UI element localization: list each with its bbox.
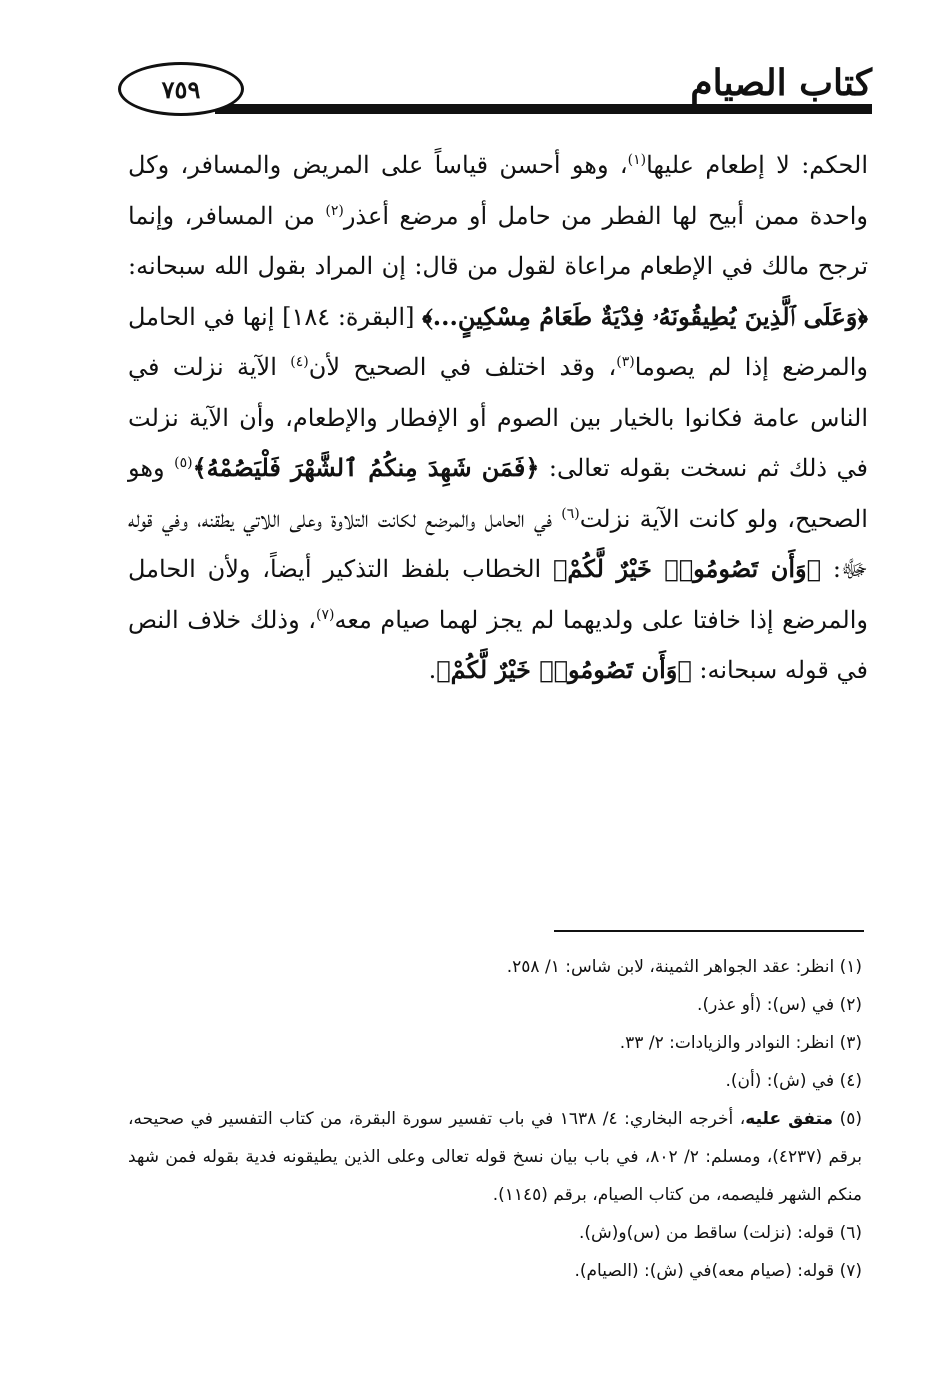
footnote-5 [128, 1100, 862, 1214]
footnote-marker: (٦) [561, 505, 580, 522]
footnote-7: (٧) قوله: (صيام معه)في (ش): (الصيام). [574, 1261, 862, 1281]
running-title: كتاب الصيام [690, 62, 872, 104]
quran-quote: ﴿وَأَن تَصُومُوا۟ خَيْرٌ لَّكُمْ﴾ [436, 655, 692, 684]
footnote-1: (١) انظر: عقد الجواهر الثمينة، لابن شاس: ١/ ٢٥٨. [506, 957, 862, 977]
footnote-marker: (٢) [325, 202, 344, 219]
footnote-emphasis: متفق عليه [745, 1109, 834, 1129]
footnote-marker: (٥) [174, 455, 193, 471]
quran-quote: ﴿وَأَن تَصُومُوا۟ خَيْرٌ لَّكُمْ﴾ [553, 554, 822, 583]
footnote-text: ، أخرجه البخاري: ٤/ ١٦٣٨ في باب تفسير سورة البقرة، من كتاب التفسير في صحيحه، برقم (٤٢٣٧)، ومسلم: ٢/ ٨٠٢، في باب بيان نسخ قوله تعالى وعلى الذين يطيقونه فدية بقوله فمن شهد منكم الشهر فليصمه، من كتاب الصيام، برقم (١١٤٥). [128, 1109, 862, 1205]
footnote-6: (٦) قوله: (نزلت) ساقط من (س)و(ش). [579, 1223, 862, 1243]
footnotes [128, 948, 862, 1290]
footnote-marker: (٧) [316, 606, 335, 623]
body-text: الآية نزلت في الناس عامة فكانوا بالخيار بين الصوم أو الإفطار والإطعام، وأن الآية نزلت في ذلك ثم نسخت بقوله تعالى: [128, 353, 869, 482]
footnote-marker: (١) [627, 152, 647, 168]
body-text: ، وهو أحسن قياساً على المريض والمسافر، وكل واحدة ممن أبيح لها الفطر من حامل أو مرضع أعذر [128, 151, 869, 230]
footnote-4: (٤) في (ش): (أن). [725, 1071, 862, 1091]
body-text: الخطاب بلفظ التذكير أيضاً، ولأن الحامل والمرضع إذا خافتا على ولديهما لم يجز لهما صيام معه [128, 555, 868, 634]
page-number: ٧٥٩ [118, 62, 244, 116]
footnote-2: (٢) في (س): (أو عذر). [697, 995, 862, 1015]
quran-quote: ﴿فَمَن شَهِدَ مِنكُمُ ٱلشَّهْرَ فَلْيَصُمْهُ﴾ [192, 453, 540, 482]
footnote-marker: (٣) [616, 354, 635, 370]
footnote-number: (٥) [833, 1109, 862, 1129]
footnote-3: (٣) انظر: النوادر والزيادات: ٢/ ٣٣. [619, 1033, 862, 1053]
body-text: ، وقد اختلف في الصحيح لأن [308, 353, 617, 381]
body-text: في الحامل والمرضع لكانت التلاوة وعلى اللاتي يطقنه، وفي قوله ﷻ: [128, 504, 868, 583]
quran-quote: ﴿وَعَلَى ٱلَّذِينَ يُطِيقُونَهُۥ فِدْيَةٌ طَعَامُ مِسْكِينٍ...﴾ [422, 301, 868, 331]
body-paragraph [128, 140, 868, 696]
page-header [0, 0, 932, 140]
body-text: من المسافر، وإنما ترجح مالك في الإطعام مراعاة لقول من قال: إن المراد بقول الله سبحانه: [128, 201, 868, 280]
body-text: وهو الصحيح، ولو كانت الآية نزلت [128, 454, 868, 533]
body-text: . [428, 656, 437, 684]
quran-reference: [البقرة: ١٨٤] [274, 302, 423, 331]
body-text: الحكم: لا إطعام عليها [646, 151, 868, 179]
footnote-marker: (٤) [290, 354, 309, 370]
main-text [128, 140, 868, 696]
footnote-separator [554, 930, 864, 932]
body-text: ، وذلك خلاف النص في قوله سبحانه: [128, 605, 868, 684]
header-rule [215, 104, 872, 114]
body-text: إنها في الحامل والمرضع إذا لم يصوما [128, 302, 868, 381]
